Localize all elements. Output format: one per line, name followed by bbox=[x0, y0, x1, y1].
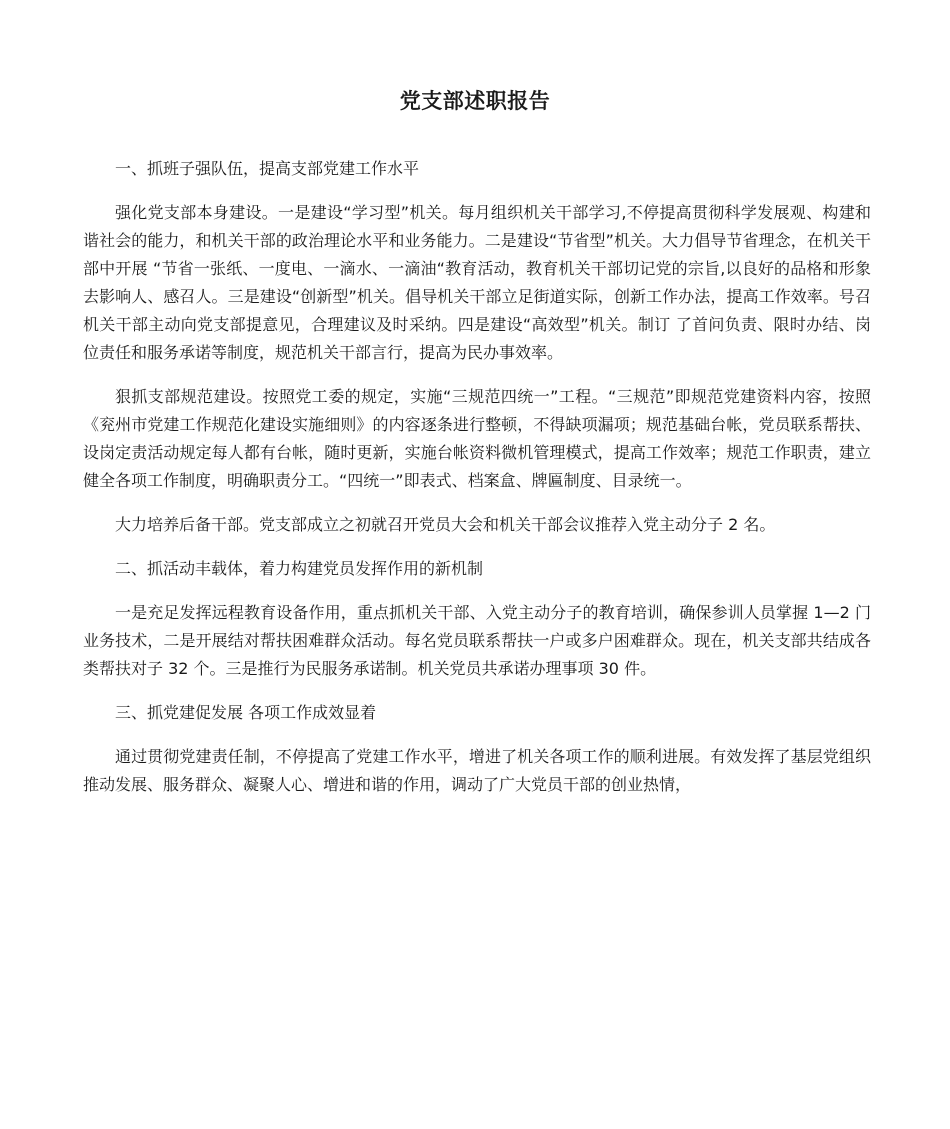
paragraph-standardization: 狠抓支部规范建设。按照党工委的规定，实施“三规范四统一”工程。“三规范”即规范党建资料内容，按照《兖州市党建工作规范化建设实施细则》的内容逐条进行整顿，不得缺项漏项；规范基础台帐，党员联系帮扶、设岗定责活动规定每人都有台帐，随时更新，实施台帐资料微机管理模式，提高工作效率；规范工作职责，建立健全各项工作制度，明确职责分工。“四统一”即表式、档案盒、牌匾制度、目录统一。 bbox=[83, 387, 871, 490]
document-title: 党支部述职报告 bbox=[399, 89, 551, 113]
section-heading-3: 三、抓党建促发展 各项工作成效显着 bbox=[115, 703, 377, 722]
paragraph-results: 通过贯彻党建责任制，不停提高了党建工作水平，增进了机关各项工作的顺利进展。有效发挥了基层党组织推动发展、服务群众、凝聚人心、增进和谐的作用，调动了广大党员干部的创业热情， bbox=[83, 747, 871, 794]
paragraph-organization-building: 强化党支部本身建设。一是建设“学习型”机关。每月组织机关干部学习,不停提高贯彻科学发展观、构建和谐社会的能力，和机关干部的政治理论水平和业务能力。二是建设“节省型”机关。大力倡导节省理念，在机关干部中开展 “节省一张纸、一度电、一滴水、一滴油“教育活动，教育机关干部切记党的宗旨,以良好的品格和形象去影响人、感召人。三是建设“创新型”机关。倡导机关干部立足街道实际，创新工作办法，提高工作效率。号召机关干部主动向党支部提意见，合理建议及时采纳。四是建设“高效型”机关。制订 了首问负责、限时办结、岗位责任和服务承诺等制度，规范机关干部言行，提高为民办事效率。 bbox=[83, 203, 871, 362]
section-heading-1: 一、抓班子强队伍，提高支部党建工作水平 bbox=[115, 159, 420, 178]
section-heading-2: 二、抓活动丰载体，着力构建党员发挥作用的新机制 bbox=[115, 559, 484, 578]
document-body bbox=[83, 155, 871, 815]
paragraph-reserve-cadres: 大力培养后备干部。党支部成立之初就召开党员大会和机关干部会议推荐入党主动分子 2 名。 bbox=[115, 515, 776, 534]
paragraph-activities: 一是充足发挥远程教育设备作用，重点抓机关干部、入党主动分子的教育培训，确保参训人员掌握 1—2 门业务技术，二是开展结对帮扶困难群众活动。每名党员联系帮扶一户或多户困难群众。现在，机关支部共结成各类帮扶对子 32 个。三是推行为民服务承诺制。机关党员共承诺办理事项 30 件。 bbox=[83, 603, 871, 678]
